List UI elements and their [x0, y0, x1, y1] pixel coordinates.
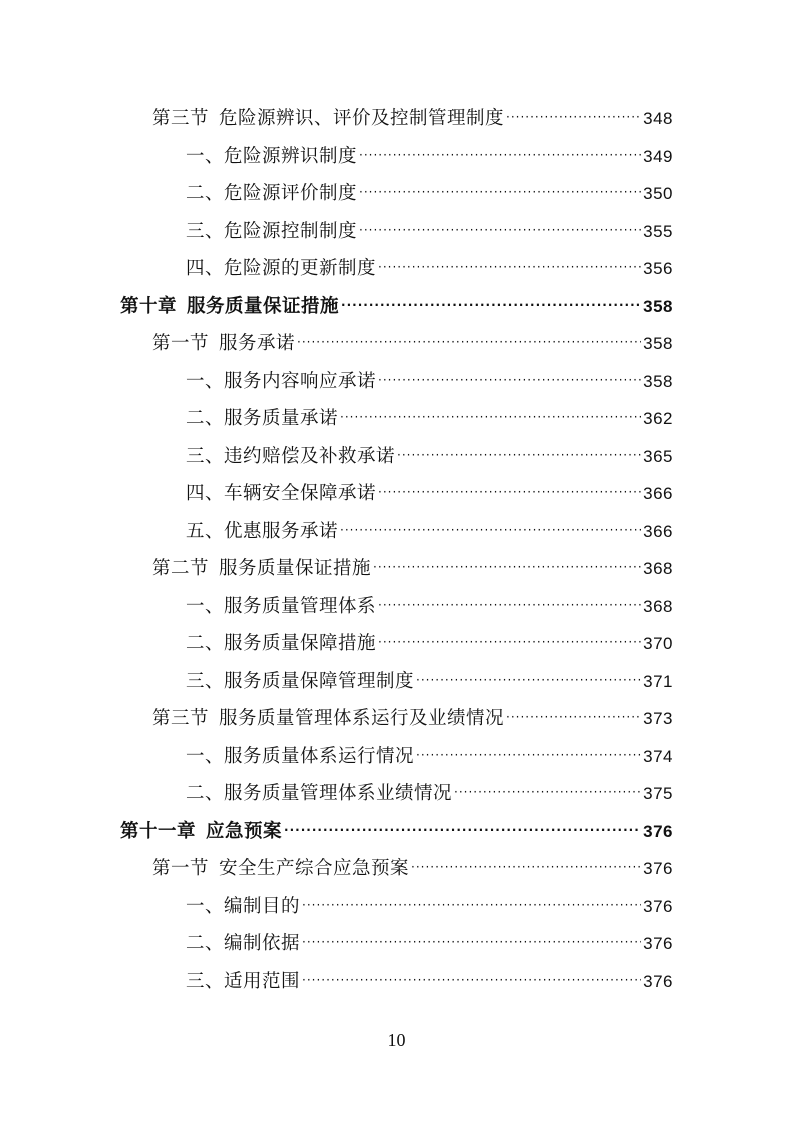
toc-page-number: 376 [643, 821, 673, 841]
toc-subsection-entry[interactable] [186, 775, 673, 812]
toc-entry-text: 三、适用范围 [186, 970, 301, 992]
toc-subsection-entry[interactable] [186, 475, 673, 512]
toc-page-number: 349 [643, 146, 673, 166]
toc-page-number: 362 [643, 409, 673, 428]
toc-entry-text: 五、优惠服务承诺 [186, 520, 339, 542]
toc-page-number: 350 [643, 184, 673, 203]
toc-page-number: 370 [643, 634, 673, 653]
toc-entry-text: 服务承诺 [219, 333, 296, 354]
dot-leader [506, 699, 641, 736]
dot-leader [359, 174, 641, 211]
toc-entry-number: 第十章 [120, 295, 178, 317]
toc-subsection-entry[interactable] [186, 663, 673, 700]
toc-entry-title [186, 513, 338, 550]
dot-leader [416, 662, 641, 699]
dot-leader [378, 362, 641, 399]
toc-entry-title [186, 888, 300, 925]
toc-entry-text: 安全生产综合应急预案 [219, 858, 410, 879]
toc-entry-title [186, 625, 376, 662]
dot-leader [454, 774, 641, 811]
toc-page-number: 374 [643, 746, 673, 766]
dot-leader [373, 549, 641, 586]
toc-page-number: 375 [643, 784, 673, 803]
toc-entry-text: 二、服务质量管理体系业绩情况 [186, 783, 453, 804]
dot-leader [359, 137, 641, 174]
toc-page-number: 355 [643, 221, 673, 241]
dot-leader [378, 249, 641, 286]
toc-page-number: 358 [643, 296, 673, 316]
dot-leader [340, 512, 641, 549]
toc-entry-text: 一、服务内容响应承诺 [186, 370, 377, 392]
toc-entry-title [186, 138, 357, 175]
toc-chapter-entry[interactable] [120, 288, 673, 325]
toc-entry-title [152, 850, 409, 887]
toc-subsection-entry[interactable] [186, 738, 673, 775]
toc-page-number: 356 [643, 259, 673, 278]
toc-entry-text: 二、服务质量保障措施 [186, 633, 377, 654]
toc-subsection-entry[interactable] [186, 888, 673, 925]
toc-page-number: 371 [643, 671, 673, 691]
toc-entry-title [186, 250, 376, 287]
toc-entry-title [186, 475, 376, 512]
toc-entry-title [186, 738, 414, 775]
toc-entry-number: 第二节 [152, 558, 210, 579]
toc-section-entry[interactable] [152, 850, 673, 887]
toc-page-number: 366 [643, 484, 673, 503]
toc-chapter-entry[interactable] [120, 813, 673, 850]
toc-entry-title [152, 700, 504, 737]
toc-page-number: 368 [643, 559, 673, 578]
toc-entry-text: 二、危险源评价制度 [186, 183, 358, 204]
toc-page-number: 376 [643, 971, 673, 991]
toc-entry-title [186, 438, 395, 475]
toc-section-entry[interactable] [152, 700, 673, 737]
toc-subsection-entry[interactable] [186, 213, 673, 250]
toc-page-number: 358 [643, 334, 673, 353]
toc-entry-text: 危险源辨识、评价及控制管理制度 [219, 108, 505, 129]
toc-page-number: 365 [643, 446, 673, 466]
toc-subsection-entry[interactable] [186, 625, 673, 662]
dot-leader [378, 624, 641, 661]
toc-entry-title [152, 100, 504, 137]
toc-entry-text: 一、编制目的 [186, 895, 301, 917]
toc-entry-number: 第三节 [152, 108, 210, 129]
dot-leader [302, 924, 641, 961]
dot-leader [506, 99, 641, 136]
toc-entry-title [186, 663, 414, 700]
dot-leader [378, 474, 641, 511]
toc-page-number: 376 [643, 859, 673, 878]
toc-entry-text: 一、服务质量管理体系 [186, 595, 377, 617]
toc-section-entry[interactable] [152, 550, 673, 587]
toc-entry-title [186, 400, 338, 437]
toc-entry-text: 三、服务质量保障管理制度 [186, 670, 415, 692]
toc-entry-text: 一、危险源辨识制度 [186, 145, 358, 167]
toc-entry-text: 服务质量保证措施 [187, 295, 340, 317]
toc-page-number: 376 [643, 896, 673, 916]
dot-leader [297, 324, 641, 361]
toc-page-number: 376 [643, 934, 673, 953]
toc-entry-title [186, 775, 452, 812]
dot-leader [284, 812, 641, 849]
toc-page-number: 358 [643, 371, 673, 391]
toc-entry-number: 第一节 [152, 333, 210, 354]
dot-leader [302, 887, 641, 924]
dot-leader [397, 437, 641, 474]
dot-leader [411, 849, 641, 886]
toc-entry-title [186, 925, 300, 962]
toc-page-number: 348 [643, 109, 673, 128]
toc-entry-title [186, 175, 357, 212]
dot-leader [359, 212, 641, 249]
toc-section-entry[interactable] [152, 100, 673, 137]
toc-entry-title [152, 325, 295, 362]
toc-entry-title [186, 963, 300, 1000]
toc-entry-text: 服务质量保证措施 [219, 558, 372, 579]
toc-entry-text: 服务质量管理体系运行及业绩情况 [219, 708, 505, 729]
toc-entry-text: 二、编制依据 [186, 933, 301, 954]
dot-leader [302, 962, 641, 999]
toc-entry-title [186, 363, 376, 400]
toc-entry-text: 三、危险源控制制度 [186, 220, 358, 242]
toc-entry-title [152, 550, 371, 587]
toc-entry-number: 第三节 [152, 708, 210, 729]
toc-entry-number: 第一节 [152, 858, 210, 879]
toc-page-number: 373 [643, 709, 673, 728]
toc-entry-text: 一、服务质量体系运行情况 [186, 745, 415, 767]
toc-entry-text: 四、车辆安全保障承诺 [186, 483, 377, 504]
toc-subsection-entry[interactable] [186, 925, 673, 962]
toc-subsection-entry[interactable] [186, 138, 673, 175]
toc-entry-text: 四、危险源的更新制度 [186, 258, 377, 279]
toc-entry-title [186, 213, 357, 250]
toc-entry-title [120, 288, 339, 325]
toc-entry-title [186, 588, 376, 625]
toc-subsection-entry[interactable] [186, 250, 673, 287]
toc-entry-number: 第十一章 [120, 820, 197, 842]
toc-entry-title [120, 813, 282, 850]
toc-entry-text: 三、违约赔偿及补救承诺 [186, 445, 396, 467]
toc-page-number: 366 [643, 521, 673, 541]
toc-section-entry[interactable] [152, 325, 673, 362]
toc-subsection-entry[interactable] [186, 588, 673, 625]
toc-subsection-entry[interactable] [186, 438, 673, 475]
toc-subsection-entry[interactable] [186, 175, 673, 212]
toc-subsection-entry[interactable] [186, 963, 673, 1000]
toc-entry-text: 二、服务质量承诺 [186, 408, 339, 429]
toc-page-number: 368 [643, 596, 673, 616]
toc-subsection-entry[interactable] [186, 363, 673, 400]
toc-subsection-entry[interactable] [186, 513, 673, 550]
page-number: 10 [387, 1030, 406, 1050]
toc-subsection-entry[interactable] [186, 400, 673, 437]
dot-leader [340, 399, 641, 436]
toc-entry-text: 应急预案 [206, 820, 283, 842]
dot-leader [341, 287, 641, 324]
dot-leader [416, 737, 641, 774]
dot-leader [378, 587, 641, 624]
